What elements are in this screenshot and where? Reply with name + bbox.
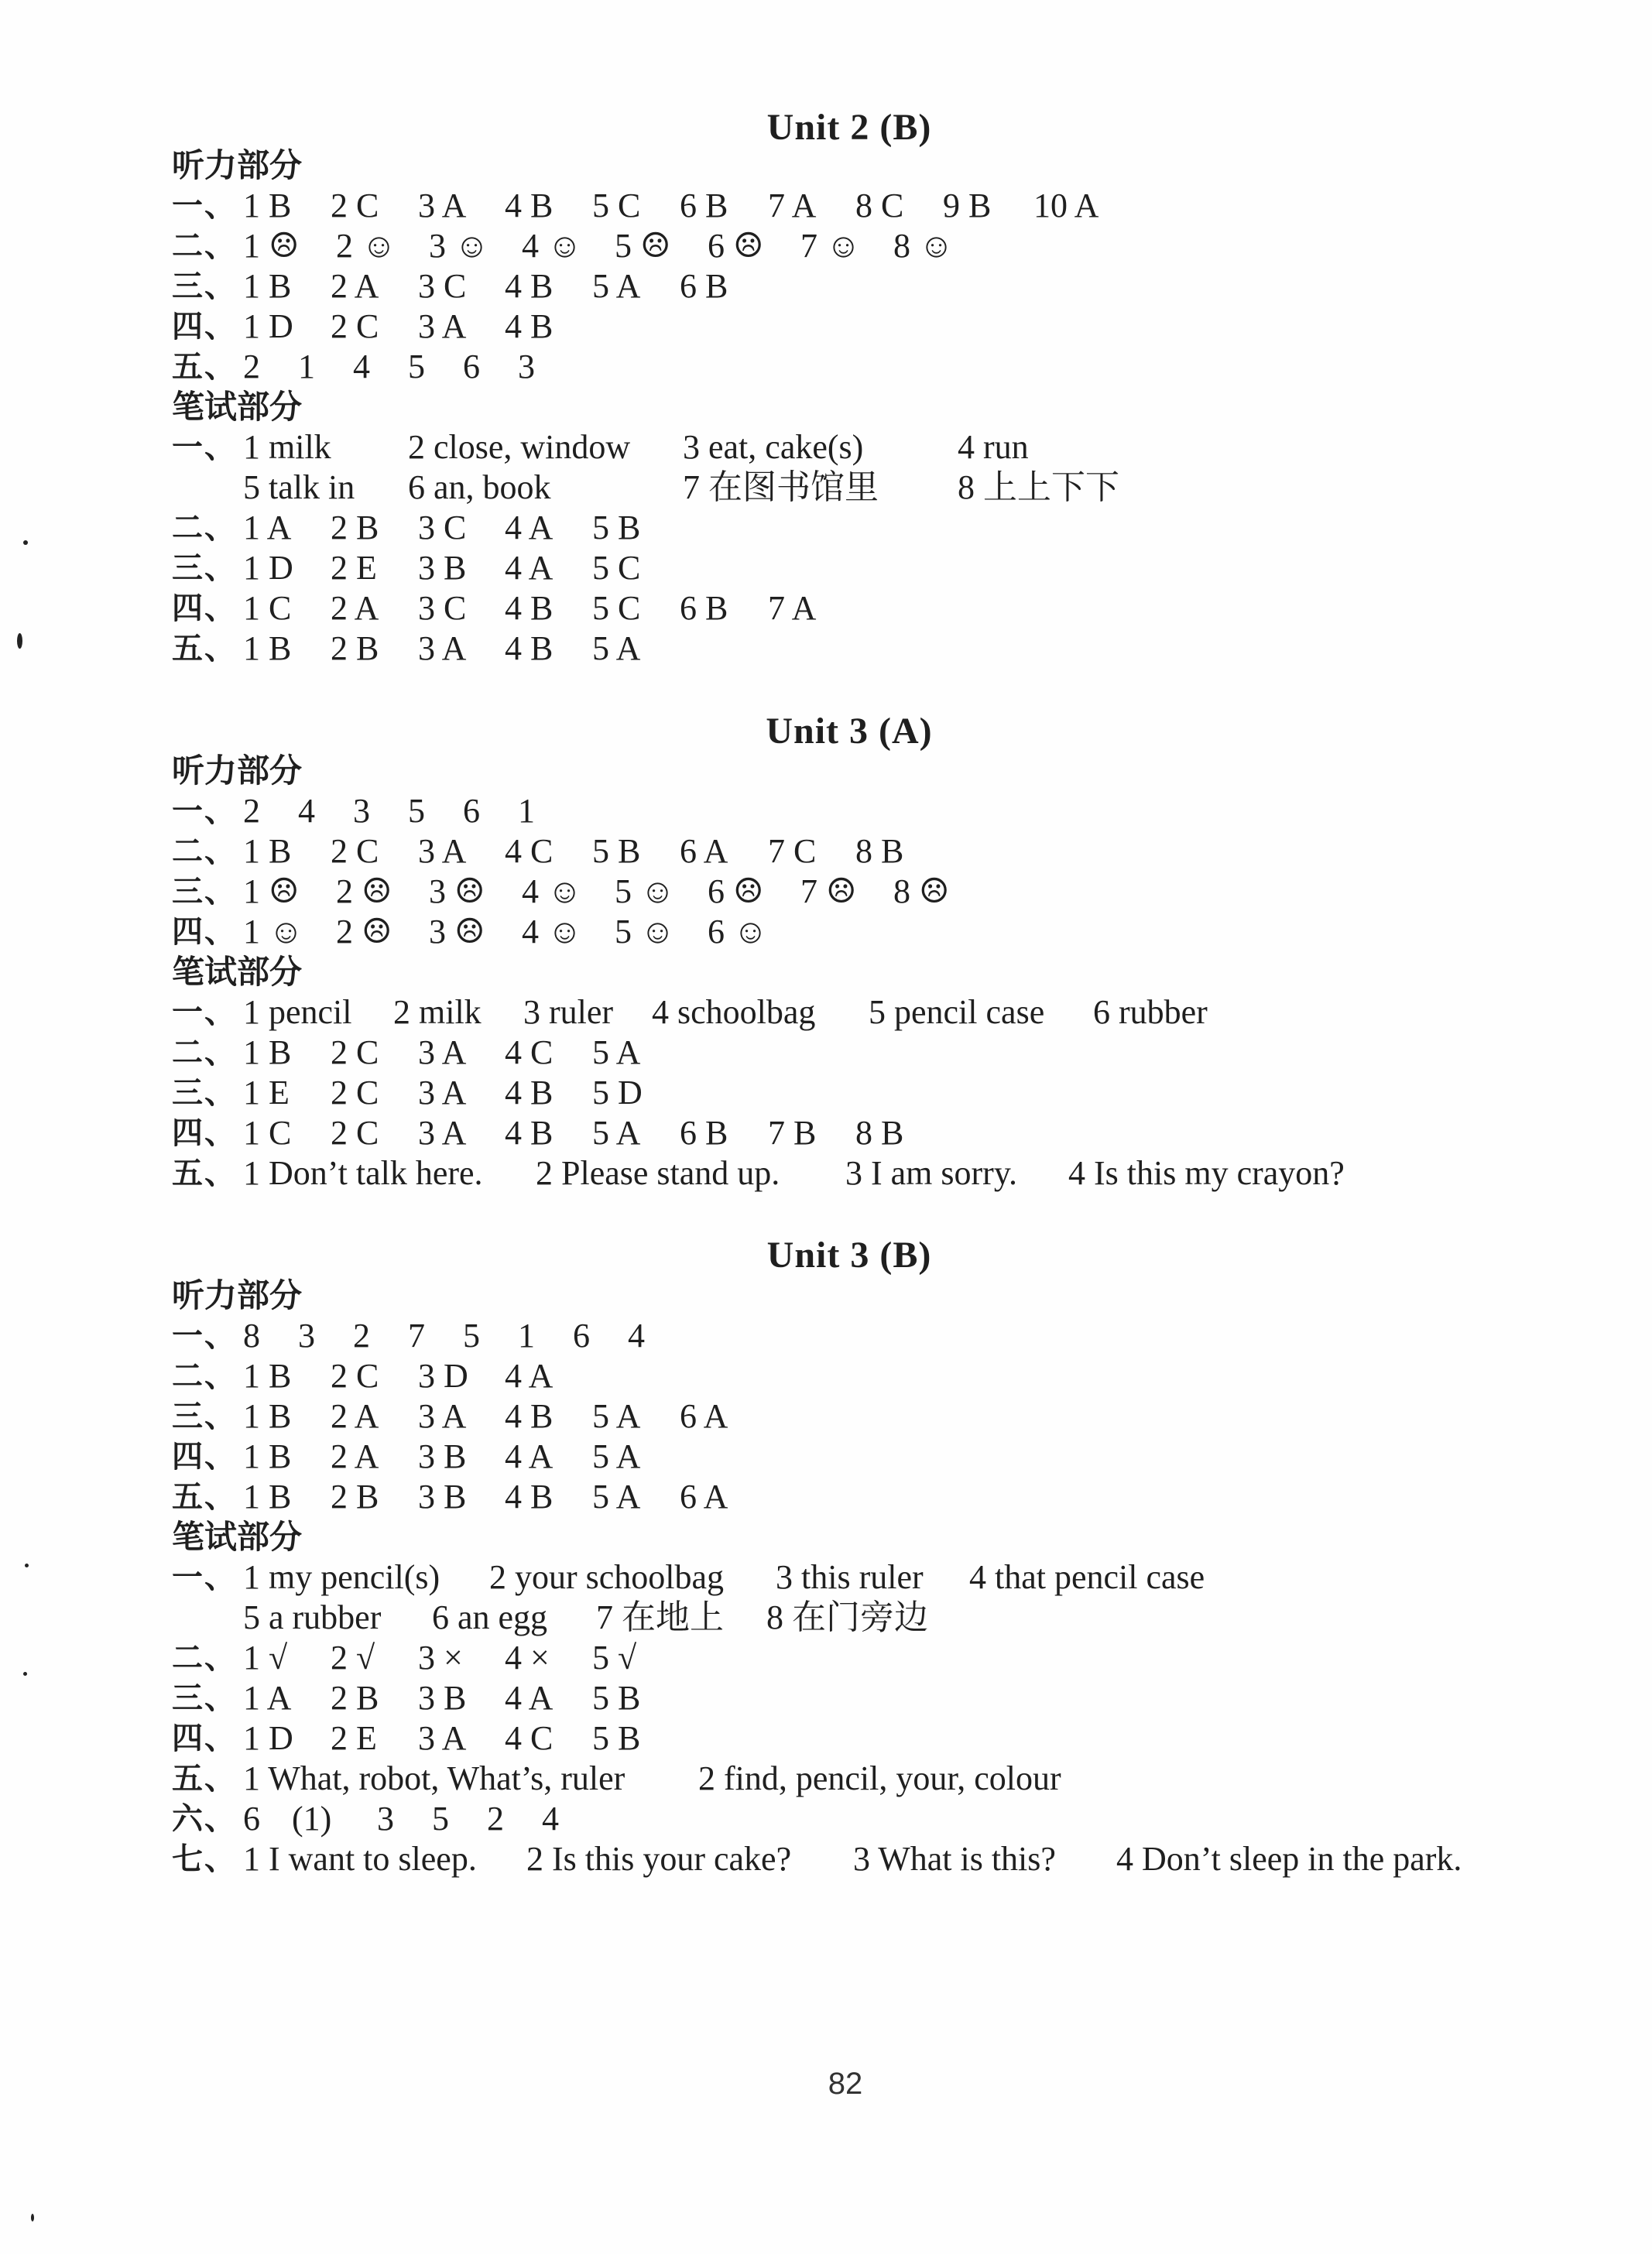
section-heading-written: 笔试部分: [172, 388, 303, 426]
face-answer-item: 3 ☺: [429, 227, 489, 265]
answer-item: 4 B: [505, 187, 554, 224]
order-item: 6: [463, 792, 480, 830]
answer-item: 1 B: [243, 1437, 292, 1475]
answer-item: 1 A: [243, 1679, 292, 1717]
answer-item: 7 A: [768, 187, 817, 224]
answer-item: 3 A: [418, 1397, 467, 1435]
face-answer-item: 6 ☹: [708, 227, 764, 265]
answer-item: 3 eat, cake(s): [683, 428, 864, 466]
section-heading-written: 笔试部分: [172, 1518, 303, 1556]
judgement-item: 4 ×: [505, 1639, 550, 1677]
answer-item: 6 B: [680, 267, 728, 305]
answer-item: 2 A: [331, 1437, 379, 1475]
page-number: 82: [828, 2067, 863, 2101]
answer-item: 2 E: [331, 1719, 377, 1757]
answer-item: 5 D: [592, 1074, 643, 1112]
question-number: 五、: [172, 1156, 237, 1191]
scan-speck: [23, 1672, 27, 1676]
answer-item: 2 milk: [393, 993, 482, 1031]
answer-item: 5 A: [592, 1397, 641, 1435]
face-answer-item: 5 ☹: [615, 227, 671, 265]
answer-item: 6 A: [680, 1397, 728, 1435]
answer-item: 5 pencil case: [869, 993, 1045, 1031]
answer-item: 4 A: [505, 1357, 554, 1395]
question-number: 一、: [172, 1318, 237, 1354]
answer-item: 3 C: [418, 509, 467, 546]
question-number: 一、: [172, 430, 237, 465]
section-heading-listening: 听力部分: [172, 146, 303, 184]
answer-item: 2 A: [331, 589, 379, 627]
answer-item: 4 B: [505, 1074, 554, 1112]
answer-item: 1 pencil: [243, 993, 352, 1031]
answer-item: 4 B: [505, 1114, 554, 1152]
answer-item: 3 D: [418, 1357, 468, 1395]
question-number: 二、: [172, 1640, 237, 1676]
unit-title: Unit 2 (B): [766, 107, 932, 148]
answer-item: 3 this ruler: [776, 1558, 924, 1596]
question-number: 四、: [172, 1115, 237, 1151]
answer-item: 3 A: [418, 832, 467, 870]
face-answer-item: 5 ☺: [615, 872, 675, 910]
order-item: 7: [408, 1317, 425, 1355]
answer-item: 9 B: [943, 187, 992, 224]
question-number: 四、: [172, 1721, 237, 1756]
answer-item: 3 What is this?: [853, 1840, 1056, 1878]
question-number: 五、: [172, 1479, 237, 1515]
answer-item: 4 B: [505, 629, 554, 667]
question-number: 二、: [172, 1358, 237, 1394]
order-item: 2: [243, 348, 260, 385]
face-answer-item: 7 ☹: [800, 872, 857, 910]
answer-item: 3 A: [418, 1114, 467, 1152]
answer-item: 4 C: [505, 832, 554, 870]
answer-item: 1 B: [243, 832, 292, 870]
answer-item: 4 B: [505, 589, 554, 627]
face-answer-item: 4 ☺: [522, 913, 582, 951]
answer-item: 4 A: [505, 1679, 554, 1717]
face-answer-item: 8 ☺: [893, 227, 954, 265]
question-number: 四、: [172, 914, 237, 950]
answer-item: 1 B: [243, 267, 292, 305]
question-number: 二、: [172, 834, 237, 869]
answer-item: 3 B: [418, 549, 467, 587]
order-item: 1: [298, 348, 315, 385]
question-number: 五、: [172, 1761, 237, 1797]
answer-item: 3 B: [418, 1679, 467, 1717]
face-answer-item: 2 ☹: [336, 872, 392, 910]
answer-item: 4 run: [958, 428, 1029, 466]
answer-item: 1 my pencil(s): [243, 1558, 440, 1596]
order-item: 6: [463, 348, 480, 385]
question-number: 四、: [172, 1439, 237, 1475]
answer-item: 3 A: [418, 187, 467, 224]
unit-title: Unit 3 (B): [766, 1235, 932, 1276]
answer-item: 4 B: [505, 267, 554, 305]
order-item: (1): [292, 1800, 332, 1838]
face-answer-item: 8 ☹: [893, 872, 950, 910]
answer-item: 2 C: [331, 1357, 379, 1395]
answer-item: 10 A: [1033, 187, 1099, 224]
answer-item: 3 A: [418, 1719, 467, 1757]
answer-item: 4 A: [505, 549, 554, 587]
question-number: 一、: [172, 793, 237, 829]
answer-item: 6 rubber: [1093, 993, 1208, 1031]
face-answer-item: 1 ☹: [243, 872, 300, 910]
answer-item: 3 ruler: [523, 993, 614, 1031]
answer-item: 1 C: [243, 1114, 292, 1152]
question-number: 六、: [172, 1801, 237, 1837]
scan-speck: [25, 1564, 29, 1567]
judgement-item: 3 ×: [418, 1639, 463, 1677]
judgement-item: 1 √: [243, 1639, 288, 1677]
answer-item: 2 B: [331, 629, 379, 667]
answer-item: 4 Don’t sleep in the park.: [1116, 1840, 1462, 1878]
answer-item: 5 B: [592, 1679, 641, 1717]
order-item: 1: [518, 792, 535, 830]
scan-speck: [31, 2214, 34, 2221]
answer-item: 1 What, robot, What’s, ruler: [243, 1759, 625, 1797]
answer-item: 5 A: [592, 1033, 641, 1071]
answer-item: 1 B: [243, 187, 292, 224]
order-item: 6: [573, 1317, 590, 1355]
answer-item: 2 C: [331, 1114, 379, 1152]
section-heading-written: 笔试部分: [172, 953, 303, 991]
face-answer-item: 3 ☹: [429, 913, 485, 951]
order-item: 5: [408, 348, 425, 385]
answer-item: 2 Is this your cake?: [526, 1840, 792, 1878]
answer-item: 3 B: [418, 1478, 467, 1516]
answer-item: 2 C: [331, 1033, 379, 1071]
question-number: 五、: [172, 349, 237, 385]
face-answer-item: 4 ☺: [522, 872, 582, 910]
answer-item: 1 A: [243, 509, 292, 546]
answer-item: 2 A: [331, 267, 379, 305]
question-number: 三、: [172, 1399, 237, 1434]
order-item: 3: [518, 348, 535, 385]
answer-item: 3 A: [418, 307, 467, 345]
answer-item: 5 A: [592, 1478, 641, 1516]
order-item: 2: [353, 1317, 370, 1355]
answer-item: 5 B: [592, 832, 641, 870]
answer-item: 3 I am sorry.: [845, 1154, 1017, 1192]
answer-item: 5 C: [592, 589, 641, 627]
order-item: 2: [243, 792, 260, 830]
face-answer-item: 6 ☹: [708, 872, 764, 910]
answer-item: 2 C: [331, 307, 379, 345]
answer-item: 1 D: [243, 307, 293, 345]
question-number: 三、: [172, 874, 237, 909]
answer-item: 2 E: [331, 549, 377, 587]
answer-item: 4 Is this my crayon?: [1068, 1154, 1345, 1192]
answer-item: 5 talk in: [243, 468, 355, 506]
order-item: 3: [353, 792, 370, 830]
answer-item: 8 在门旁边: [766, 1598, 928, 1636]
question-number: 二、: [172, 1035, 237, 1070]
question-number: 四、: [172, 591, 237, 626]
answer-item: 1 B: [243, 1033, 292, 1071]
answer-item: 1 B: [243, 1357, 292, 1395]
answer-item: 1 B: [243, 1478, 292, 1516]
answer-item: 8 上上下下: [958, 468, 1119, 506]
answer-item: 3 C: [418, 589, 467, 627]
order-item: 1: [518, 1317, 535, 1355]
answer-item: 8 B: [855, 832, 904, 870]
answer-item: 1 milk: [243, 428, 331, 466]
answer-item: 8 B: [855, 1114, 904, 1152]
question-number: 一、: [172, 995, 237, 1030]
answer-item: 1 D: [243, 1719, 293, 1757]
face-answer-item: 7 ☺: [800, 227, 861, 265]
answer-item: 1 E: [243, 1074, 290, 1112]
face-answer-item: 4 ☺: [522, 227, 582, 265]
answer-item: 5 a rubber: [243, 1598, 382, 1636]
answer-item: 6 B: [680, 1114, 728, 1152]
order-item: 5: [408, 792, 425, 830]
order-item: 4: [298, 792, 315, 830]
order-item: 5: [432, 1800, 449, 1838]
answer-item: 6 an, book: [408, 468, 551, 506]
answer-item: 6 B: [680, 187, 728, 224]
answer-item: 4 that pencil case: [969, 1558, 1205, 1596]
face-answer-item: 6 ☺: [708, 913, 768, 951]
answer-item: 3 A: [418, 629, 467, 667]
face-answer-item: 2 ☺: [336, 227, 396, 265]
question-number: 三、: [172, 269, 237, 304]
face-answer-item: 3 ☹: [429, 872, 485, 910]
answer-item: 7 A: [768, 589, 817, 627]
order-item: 3: [377, 1800, 394, 1838]
question-number: 二、: [172, 228, 237, 264]
answer-item: 2 find, pencil, your, colour: [698, 1759, 1061, 1797]
answer-item: 3 B: [418, 1437, 467, 1475]
answer-item: 5 A: [592, 267, 641, 305]
answer-item: 4 B: [505, 1478, 554, 1516]
answer-item: 4 C: [505, 1719, 554, 1757]
question-number: 三、: [172, 1075, 237, 1111]
answer-item: 3 A: [418, 1074, 467, 1112]
answer-item: 4 C: [505, 1033, 554, 1071]
order-item: 4: [353, 348, 370, 385]
judgement-item: 2 √: [331, 1639, 375, 1677]
question-number: 一、: [172, 1560, 237, 1595]
answer-item: 1 C: [243, 589, 292, 627]
question-number: 一、: [172, 188, 237, 224]
section-heading-listening: 听力部分: [172, 1276, 303, 1314]
answer-item: 2 A: [331, 1397, 379, 1435]
answer-item: 5 A: [592, 629, 641, 667]
answer-item: 4 B: [505, 307, 554, 345]
answer-item: 4 A: [505, 509, 554, 546]
answer-item: 3 C: [418, 267, 467, 305]
order-item: 4: [628, 1317, 645, 1355]
answer-item: 2 Please stand up.: [536, 1154, 780, 1192]
section-heading-listening: 听力部分: [172, 752, 303, 790]
order-item: 3: [298, 1317, 315, 1355]
answer-item: 4 A: [505, 1437, 554, 1475]
judgement-item: 5 √: [592, 1639, 637, 1677]
answer-item: 5 B: [592, 509, 641, 546]
answer-item: 2 B: [331, 1679, 379, 1717]
question-number: 七、: [172, 1841, 237, 1877]
scan-speck: [17, 633, 22, 649]
answer-item: 2 C: [331, 832, 379, 870]
answer-item: 1 D: [243, 549, 293, 587]
face-answer-item: 1 ☹: [243, 227, 300, 265]
answer-item: 4 B: [505, 1397, 554, 1435]
question-number: 二、: [172, 510, 237, 546]
answer-item: 2 your schoolbag: [489, 1558, 725, 1596]
order-item: 6: [243, 1800, 260, 1838]
answer-item: 1 B: [243, 629, 292, 667]
order-item: 2: [487, 1800, 504, 1838]
answer-item: 5 C: [592, 549, 641, 587]
answer-item: 6 B: [680, 589, 728, 627]
answer-item: 6 A: [680, 832, 728, 870]
answer-item: 7 在地上: [596, 1598, 724, 1636]
answer-item: 2 C: [331, 1074, 379, 1112]
answer-item: 7 C: [768, 832, 817, 870]
answer-item: 7 在图书馆里: [683, 468, 879, 506]
face-answer-item: 2 ☹: [336, 913, 392, 951]
answer-item: 1 I want to sleep.: [243, 1840, 477, 1878]
answer-item: 2 C: [331, 187, 379, 224]
answer-item: 2 close, window: [408, 428, 631, 466]
question-number: 三、: [172, 550, 237, 586]
answer-item: 4 schoolbag: [652, 993, 816, 1031]
answer-item: 5 A: [592, 1114, 641, 1152]
answer-item: 2 B: [331, 509, 379, 546]
scan-speck: [23, 540, 28, 545]
order-item: 8: [243, 1317, 260, 1355]
answer-item: 1 B: [243, 1397, 292, 1435]
answer-item: 5 A: [592, 1437, 641, 1475]
answer-item: 6 an egg: [432, 1598, 548, 1636]
answer-item: 3 A: [418, 1033, 467, 1071]
question-number: 四、: [172, 309, 237, 344]
question-number: 五、: [172, 631, 237, 666]
answer-item: 6 A: [680, 1478, 728, 1516]
face-answer-item: 5 ☺: [615, 913, 675, 951]
order-item: 4: [542, 1800, 559, 1838]
face-answer-item: 1 ☺: [243, 913, 303, 951]
answer-item: 7 B: [768, 1114, 817, 1152]
answer-item: 5 C: [592, 187, 641, 224]
unit-title: Unit 3 (A): [766, 711, 933, 752]
order-item: 5: [463, 1317, 480, 1355]
answer-item: 1 Don’t talk here.: [243, 1154, 483, 1192]
question-number: 三、: [172, 1680, 237, 1716]
answer-item: 8 C: [855, 187, 904, 224]
answer-item: 5 B: [592, 1719, 641, 1757]
answer-item: 2 B: [331, 1478, 379, 1516]
